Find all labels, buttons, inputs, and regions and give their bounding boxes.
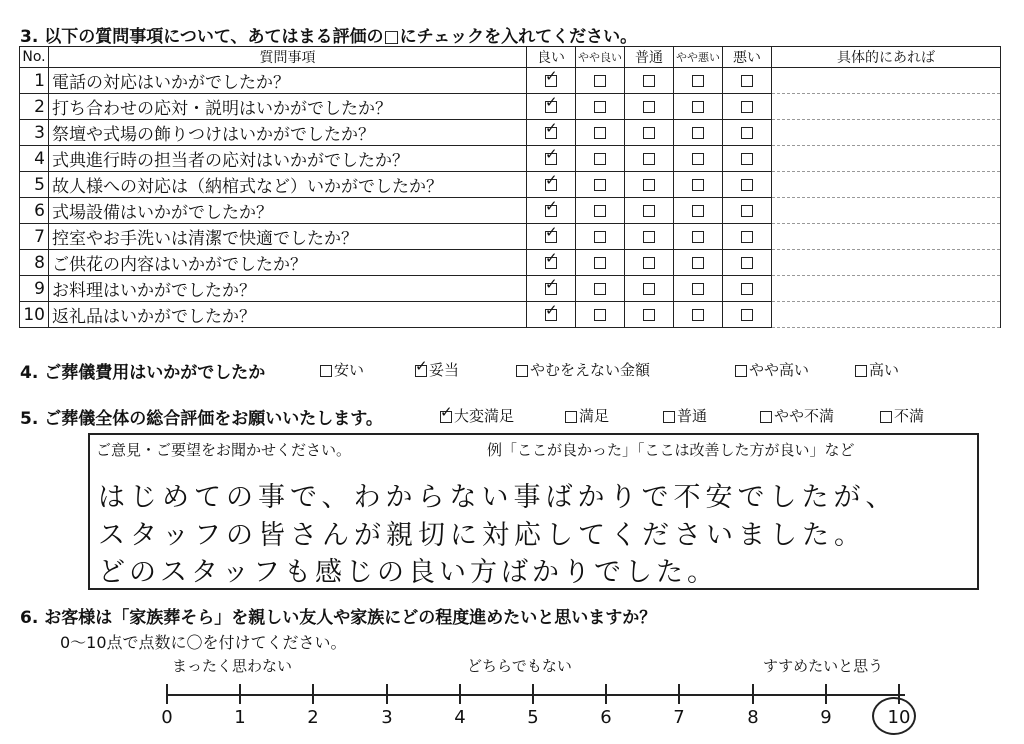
checkbox[interactable]	[735, 365, 747, 377]
rating-cell[interactable]	[723, 172, 772, 198]
checkbox-checked[interactable]	[545, 101, 557, 113]
checkbox-checked[interactable]	[415, 365, 427, 377]
scale-tick-label[interactable]: 10	[887, 707, 911, 728]
rating-cell[interactable]	[674, 172, 723, 198]
checkbox[interactable]	[692, 75, 704, 87]
row-comment[interactable]	[772, 250, 1001, 276]
row-number: 4	[20, 146, 49, 172]
row-comment[interactable]	[772, 68, 1001, 94]
survey-row	[20, 198, 1001, 224]
rating-cell[interactable]	[527, 302, 576, 328]
checkbox[interactable]	[692, 205, 704, 217]
section5-title: 5. ご葬儀全体の総合評価をお願いいたします。	[20, 409, 383, 429]
header-bad: 悪い	[723, 47, 772, 68]
checkbox-checked[interactable]	[545, 309, 557, 321]
selected-score-circle	[872, 697, 916, 735]
scale-tick	[239, 684, 241, 704]
checkbox[interactable]	[692, 283, 704, 295]
checkbox[interactable]	[320, 365, 332, 377]
checkbox[interactable]	[760, 411, 772, 423]
row-comment[interactable]	[772, 198, 1001, 224]
row-comment[interactable]	[772, 146, 1001, 172]
checkbox[interactable]	[594, 127, 606, 139]
checkbox[interactable]	[594, 309, 606, 321]
rating-cell[interactable]	[625, 302, 674, 328]
cost-option-somewhat-high[interactable]: やや高い	[735, 359, 809, 380]
rating-cell[interactable]	[723, 276, 772, 302]
header-comment: 具体的にあれば	[772, 47, 1001, 68]
overall-option-somewhat-dissatisfied[interactable]: やや不満	[760, 405, 834, 426]
rating-cell[interactable]	[527, 198, 576, 224]
scale-tick-label[interactable]: 7	[673, 707, 685, 728]
checkbox[interactable]	[594, 283, 606, 295]
rating-cell[interactable]	[625, 276, 674, 302]
scale-tick-label[interactable]: 8	[747, 707, 759, 728]
scale-left-label: まったく思わない	[172, 657, 293, 675]
row-number: 1	[20, 68, 49, 94]
scale-mid-label: どちらでもない	[467, 657, 572, 675]
checkbox[interactable]	[594, 231, 606, 243]
checkbox[interactable]	[741, 283, 753, 295]
checkbox[interactable]	[741, 101, 753, 113]
rating-cell[interactable]	[723, 146, 772, 172]
scale-tick	[459, 684, 461, 704]
survey-table	[19, 46, 1001, 328]
header-fairly-bad: やや悪い	[674, 47, 723, 68]
checkbox[interactable]	[692, 309, 704, 321]
scale-right-label: すすめたいと思う	[763, 657, 884, 675]
scale-tick-label[interactable]: 1	[234, 707, 246, 728]
rating-cell[interactable]	[625, 120, 674, 146]
checkbox[interactable]	[741, 75, 753, 87]
checkbox[interactable]	[692, 257, 704, 269]
checkbox[interactable]	[692, 101, 704, 113]
comment-box[interactable]	[88, 433, 979, 590]
rating-cell[interactable]	[723, 198, 772, 224]
scale-tick	[825, 684, 827, 704]
rating-cell[interactable]	[576, 68, 625, 94]
rating-cell[interactable]	[674, 94, 723, 120]
row-number: 3	[20, 120, 49, 146]
row-question: お料理はいかがでしたか？	[49, 276, 527, 302]
rating-cell[interactable]	[576, 198, 625, 224]
checkbox[interactable]	[643, 309, 655, 321]
checkbox[interactable]	[594, 257, 606, 269]
row-question: 電話の対応はいかがでしたか？	[49, 68, 527, 94]
row-question: 返礼品はいかがでしたか？	[49, 302, 527, 328]
rating-cell[interactable]	[527, 120, 576, 146]
comment-example: 例「ここが良かった」「ここは改善した方が良い」など	[487, 441, 855, 459]
section3-title: 3. 以下の質問事項について、あてはまる評価の□にチェックを入れてください。	[20, 27, 638, 47]
row-number: 2	[20, 94, 49, 120]
rating-cell[interactable]	[723, 120, 772, 146]
rating-cell[interactable]	[576, 94, 625, 120]
overall-option-average[interactable]: 普通	[663, 405, 707, 426]
scale-tick-label[interactable]: 3	[381, 707, 393, 728]
row-question: 式場設備はいかがでしたか？	[49, 198, 527, 224]
handwritten-line-2: スタッフの皆さんが親切に対応してくださいました。	[98, 520, 866, 551]
rating-cell[interactable]	[527, 94, 576, 120]
scale-tick-label[interactable]: 9	[820, 707, 832, 728]
cost-option-reasonable[interactable]: ✓ 妥当	[415, 359, 459, 380]
row-number: 6	[20, 198, 49, 224]
checkbox[interactable]	[643, 153, 655, 165]
checkbox[interactable]	[855, 365, 867, 377]
rating-cell[interactable]	[723, 94, 772, 120]
checkbox-checked[interactable]	[545, 205, 557, 217]
rating-cell[interactable]	[674, 146, 723, 172]
row-comment[interactable]	[772, 120, 1001, 146]
rating-cell[interactable]	[576, 250, 625, 276]
cost-option-high[interactable]: 高い	[855, 359, 899, 380]
rating-cell[interactable]	[625, 250, 674, 276]
rating-cell[interactable]	[625, 172, 674, 198]
checkbox-checked[interactable]	[545, 127, 557, 139]
section6-instruction: 0〜10点で点数に〇を付けてください。	[60, 633, 347, 652]
rating-cell[interactable]	[576, 302, 625, 328]
checkbox[interactable]	[594, 205, 606, 217]
row-question: 打ち合わせの応対・説明はいかがでしたか？	[49, 94, 527, 120]
rating-cell[interactable]	[527, 276, 576, 302]
rating-cell[interactable]	[625, 68, 674, 94]
rating-cell[interactable]	[625, 198, 674, 224]
rating-cell[interactable]	[576, 120, 625, 146]
checkbox[interactable]	[741, 153, 753, 165]
scale-tick-label[interactable]: 2	[307, 707, 319, 728]
rating-cell[interactable]	[527, 250, 576, 276]
scale-tick	[752, 684, 754, 704]
rating-cell[interactable]	[576, 276, 625, 302]
checkbox-checked[interactable]	[545, 179, 557, 191]
checkbox[interactable]	[594, 101, 606, 113]
checkbox[interactable]	[643, 101, 655, 113]
row-number: 9	[20, 276, 49, 302]
row-question: 故人様への対応は（納棺式など）いかがでしたか？	[49, 172, 527, 198]
row-comment[interactable]	[772, 172, 1001, 198]
survey-row	[20, 250, 1001, 276]
checkbox[interactable]	[663, 411, 675, 423]
checkbox[interactable]	[643, 257, 655, 269]
checkbox[interactable]	[741, 257, 753, 269]
row-question: 祭壇や式場の飾りつけはいかがでしたか？	[49, 120, 527, 146]
rating-cell[interactable]	[723, 250, 772, 276]
scale-tick-label[interactable]: 4	[454, 707, 466, 728]
checkbox[interactable]	[643, 127, 655, 139]
row-number: 5	[20, 172, 49, 198]
checkbox-checked[interactable]	[545, 257, 557, 269]
rating-cell[interactable]	[723, 224, 772, 250]
rating-cell[interactable]	[576, 146, 625, 172]
checkbox[interactable]	[741, 179, 753, 191]
section6-title: 6. お客様は「家族葬そら」を親しい友人や家族にどの程度進めたいと思いますか？	[20, 608, 657, 628]
survey-row	[20, 172, 1001, 198]
survey-row	[20, 302, 1001, 328]
rating-cell[interactable]	[527, 68, 576, 94]
scale-tick	[678, 684, 680, 704]
header-good: 良い	[527, 47, 576, 68]
rating-cell[interactable]	[527, 224, 576, 250]
survey-row	[20, 120, 1001, 146]
row-comment[interactable]	[772, 224, 1001, 250]
scale-tick-label[interactable]: 0	[161, 707, 173, 728]
checkbox-checked[interactable]	[545, 283, 557, 295]
checkbox[interactable]	[880, 411, 892, 423]
rating-cell[interactable]	[576, 172, 625, 198]
checkbox[interactable]	[741, 231, 753, 243]
section4-title: 4. ご葬儀費用はいかがでしたか	[20, 363, 266, 383]
survey-row	[20, 94, 1001, 120]
checkbox[interactable]	[594, 179, 606, 191]
checkbox[interactable]	[565, 411, 577, 423]
rating-cell[interactable]	[527, 172, 576, 198]
checkbox[interactable]	[741, 127, 753, 139]
scale-tick	[166, 684, 168, 704]
scale-tick	[312, 684, 314, 704]
rating-cell[interactable]	[723, 68, 772, 94]
rating-cell[interactable]	[674, 68, 723, 94]
checkbox[interactable]	[741, 309, 753, 321]
checkbox[interactable]	[643, 283, 655, 295]
header-fairly-good: やや良い	[576, 47, 625, 68]
checkbox-checked[interactable]	[545, 75, 557, 87]
row-question: 控室やお手洗いは清潔で快適でしたか？	[49, 224, 527, 250]
scale-tick-label[interactable]: 5	[527, 707, 539, 728]
rating-cell[interactable]	[674, 276, 723, 302]
overall-option-satisfied[interactable]: 満足	[565, 405, 609, 426]
cost-option-cheap[interactable]: 安い	[320, 359, 364, 380]
rating-cell[interactable]	[625, 146, 674, 172]
survey-row	[20, 146, 1001, 172]
checkbox[interactable]	[516, 365, 528, 377]
handwritten-line-3: どのスタッフも感じの良い方ばかりでした。	[98, 557, 718, 588]
rating-cell[interactable]	[723, 302, 772, 328]
checkbox[interactable]	[643, 205, 655, 217]
row-question: ご供花の内容はいかがでしたか？	[49, 250, 527, 276]
survey-row	[20, 224, 1001, 250]
rating-cell[interactable]	[674, 302, 723, 328]
overall-option-dissatisfied[interactable]: 不満	[880, 405, 924, 426]
cost-option-unavoidable[interactable]: やむをえない金額	[516, 359, 650, 380]
survey-row	[20, 276, 1001, 302]
rating-cell[interactable]	[576, 224, 625, 250]
checkbox-checked[interactable]	[545, 153, 557, 165]
survey-row	[20, 68, 1001, 94]
rating-cell[interactable]	[674, 120, 723, 146]
handwritten-line-1: はじめての事で、わからない事ばかりで不安でしたが、	[98, 482, 898, 513]
checkbox[interactable]	[643, 231, 655, 243]
checkbox[interactable]	[692, 127, 704, 139]
checkbox[interactable]	[692, 179, 704, 191]
scale-tick	[532, 684, 534, 704]
header-no: No.	[20, 47, 49, 68]
header-average: 普通	[625, 47, 674, 68]
overall-option-very-satisfied[interactable]: ✓ 大変満足	[440, 405, 514, 426]
scale-line	[167, 694, 905, 696]
row-comment[interactable]	[772, 302, 1001, 328]
row-number: 10	[20, 302, 49, 328]
row-number: 7	[20, 224, 49, 250]
rating-cell[interactable]	[674, 250, 723, 276]
rating-cell[interactable]	[527, 146, 576, 172]
checkbox-checked[interactable]	[440, 411, 452, 423]
checkbox[interactable]	[594, 75, 606, 87]
scale-tick	[605, 684, 607, 704]
row-comment[interactable]	[772, 276, 1001, 302]
row-question: 式典進行時の担当者の応対はいかがでしたか？	[49, 146, 527, 172]
row-comment[interactable]	[772, 94, 1001, 120]
rating-cell[interactable]	[674, 198, 723, 224]
checkbox[interactable]	[692, 153, 704, 165]
checkbox[interactable]	[643, 179, 655, 191]
scale-tick-label[interactable]: 6	[600, 707, 612, 728]
rating-cell[interactable]	[625, 94, 674, 120]
scale-tick	[386, 684, 388, 704]
row-number: 8	[20, 250, 49, 276]
checkbox-checked[interactable]	[545, 231, 557, 243]
rating-cell[interactable]	[625, 224, 674, 250]
checkbox[interactable]	[692, 231, 704, 243]
checkbox[interactable]	[643, 75, 655, 87]
checkbox[interactable]	[594, 153, 606, 165]
checkbox[interactable]	[741, 205, 753, 217]
rating-cell[interactable]	[674, 224, 723, 250]
comment-prompt: ご意見・ご要望をお聞かせください。	[96, 441, 352, 459]
header-question: 質問事項	[49, 47, 527, 68]
